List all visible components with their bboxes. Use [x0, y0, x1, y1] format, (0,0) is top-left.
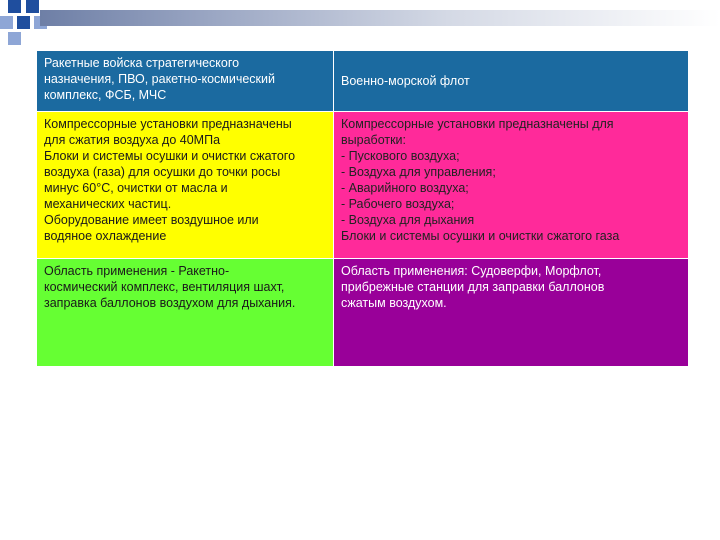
- deco-square: [26, 0, 39, 13]
- deco-square: [0, 16, 13, 29]
- cell-application-navy: Область применения: Судоверфи, Морфлот, прибрежные станции для заправки баллонов сжатым воздухом.: [334, 259, 689, 367]
- table-row-equipment: [37, 112, 689, 259]
- cell-equipment-strategic: Компрессорные установки предназначены для сжатия воздуха до 40МПа Блоки и системы осушки и очистки сжатого воздуха (газа) для осушки до точки росы минус 60°С, очистки от масла и механических частиц. Оборудование имеет воздушное или водяное охлаждение: [37, 112, 334, 259]
- cell-application-strategic: Область применения - Ракетно- космический комплекс, вентиляция шахт, заправка баллонов воздухом для дыхания.: [37, 259, 334, 367]
- cell-equipment-navy: Компрессорные установки предназначены для выработки: - Пускового воздуха; - Воздуха для управления; - Аварийного воздуха; - Рабочего воздуха; - Воздуха для дыхания Блоки и системы осушки и очистки сжатого газа: [334, 112, 689, 259]
- deco-square: [8, 32, 21, 45]
- table-row-application: [37, 259, 689, 367]
- comparison-table: [36, 50, 689, 367]
- deco-square: [8, 0, 21, 13]
- header-cell-navy: Военно-морской флот: [334, 51, 689, 112]
- header-cell-strategic-forces: Ракетные войска стратегического назначения, ПВО, ракетно-космический комплекс, ФСБ, МЧС: [37, 51, 334, 112]
- table-header-row: [37, 51, 689, 112]
- deco-square: [17, 16, 30, 29]
- header-gradient-bar: [40, 10, 720, 26]
